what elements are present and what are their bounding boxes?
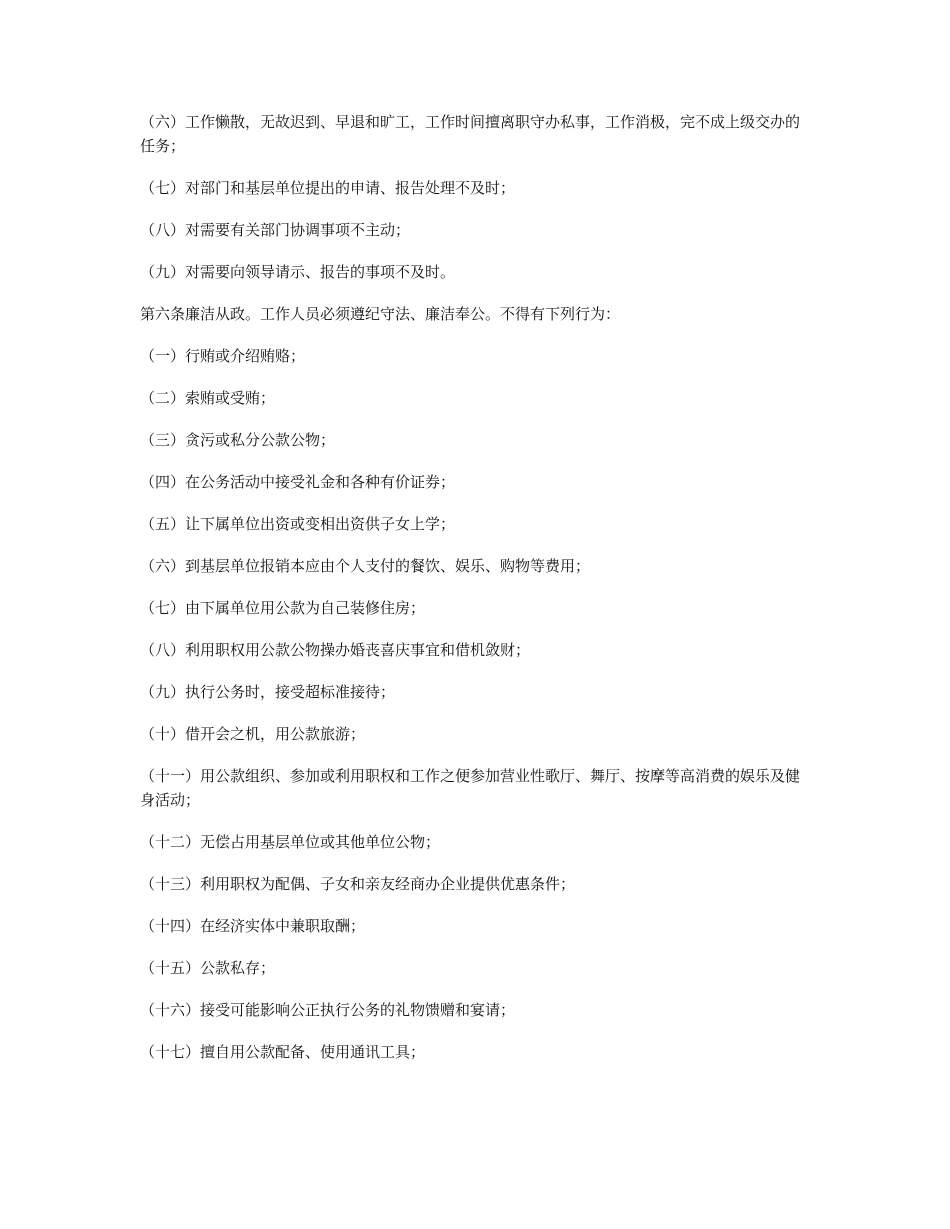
clause-paragraph: （十一）用公款组织、参加或利用职权和工作之便参加营业性歌厅、舞厅、按摩等高消费的娱乐及健身活动； — [140, 767, 801, 809]
clause-paragraph: （三）贪污或私分公款公物； — [140, 431, 336, 449]
clause-paragraph: （十六）接受可能影响公正执行公务的礼物馈赠和宴请； — [140, 1001, 516, 1019]
clause-paragraph: （九）对需要向领导请示、报告的事项不及时。 — [140, 263, 456, 281]
clause-paragraph: （十五）公款私存； — [140, 959, 276, 977]
clause-paragraph: （十二）无偿占用基层单位或其他单位公物； — [140, 833, 441, 851]
clause-paragraph: （九）执行公务时，接受超标准接待； — [140, 683, 396, 701]
clause-paragraph: （八）对需要有关部门协调事项不主动； — [140, 221, 411, 239]
clause-paragraph: （二）索贿或受贿； — [140, 389, 276, 407]
clause-paragraph: （十七）擅自用公款配备、使用通讯工具； — [140, 1043, 426, 1061]
document-body — [140, 110, 812, 1082]
clause-paragraph: （七）对部门和基层单位提出的申请、报告处理不及时； — [140, 179, 516, 197]
article-heading: 第六条廉洁从政。工作人员必须遵纪守法、廉洁奉公。不得有下列行为： — [140, 305, 621, 323]
clause-paragraph: （十）借开会之机，用公款旅游； — [140, 725, 366, 743]
clause-paragraph: （八）利用职权用公款公物操办婚丧喜庆事宜和借机敛财； — [140, 641, 531, 659]
clause-paragraph: （四）在公务活动中接受礼金和各种有价证券； — [140, 473, 456, 491]
clause-paragraph: （六）到基层单位报销本应由个人支付的餐饮、娱乐、购物等费用； — [140, 557, 591, 575]
clause-paragraph: （十三）利用职权为配偶、子女和亲友经商办企业提供优惠条件； — [140, 875, 576, 893]
clause-paragraph: （一）行贿或介绍贿赂； — [140, 347, 306, 365]
clause-paragraph: （十四）在经济实体中兼职取酬； — [140, 917, 366, 935]
clause-paragraph: （七）由下属单位用公款为自己装修住房； — [140, 599, 426, 617]
clause-paragraph: （五）让下属单位出资或变相出资供子女上学； — [140, 515, 456, 533]
clause-paragraph: （六）工作懒散，无故迟到、早退和旷工，工作时间擅离职守办私事，工作消极，完不成上级交办的任务； — [140, 113, 801, 155]
